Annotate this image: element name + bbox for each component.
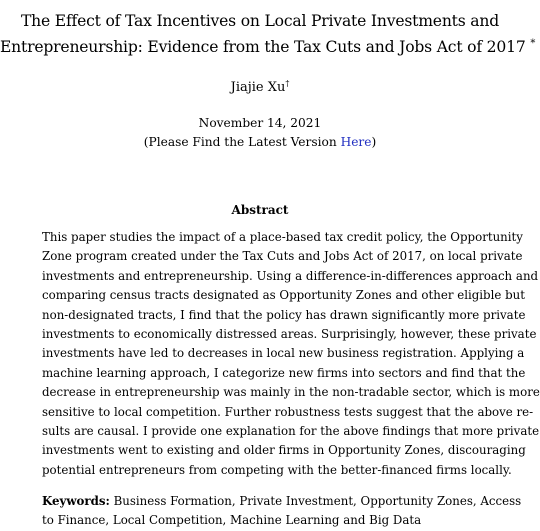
publication-date: November 14, 2021: [198, 116, 322, 130]
paper-title: [0, 8, 536, 60]
abstract-line: sults are causal. I provide one explanation for the above findings that more private: [42, 424, 540, 439]
title-line-2-text: Entrepreneurship: Evidence from the Tax Cuts and Jobs Act of 2017: [0, 38, 526, 56]
abstract-line: non-designated tracts, I find that the policy has drawn significantly more private: [42, 307, 526, 322]
abstract-line: investments have led to decreases in local new business registration. Applying a: [42, 346, 525, 361]
abstract-body: [42, 228, 540, 480]
version-suffix: ): [371, 135, 377, 149]
version-prefix: (Please Find the Latest Version: [143, 135, 341, 149]
abstract-heading: Abstract: [231, 203, 289, 217]
latest-version-link[interactable]: Here: [340, 135, 372, 149]
abstract-line: decrease in entrepreneurship was mainly in the non-tradable sector, which is more: [42, 385, 540, 400]
title-line-1: The Effect of Tax Incentives on Local Private Investments and: [20, 12, 500, 30]
latest-version-note: [0, 135, 520, 149]
author-name-text: Jiajie Xu: [230, 80, 286, 95]
abstract-line: machine learning approach, I categorize new firms into sectors and find that the: [42, 365, 526, 380]
abstract-line: investments to economically distressed areas. Surprisingly, however, these private: [42, 327, 537, 342]
author-name: [0, 80, 520, 95]
keywords-text-1: Business Formation, Private Investment, Opportunity Zones, Access: [113, 494, 522, 508]
keywords-line-1: [42, 492, 522, 511]
keywords: [42, 492, 522, 531]
abstract-line: investments went to existing and older firms in Opportunity Zones, discouraging: [42, 443, 526, 458]
abstract-line: investments and entrepreneurship. Using a difference-in-differences approach and: [42, 268, 539, 283]
keywords-line-2: to Finance, Local Competition, Machine Learning and Big Data: [42, 513, 422, 528]
abstract-line: sensitive to local competition. Further robustness tests suggest that the above re-: [42, 404, 534, 419]
abstract-line: Zone program created under the Tax Cuts and Jobs Act of 2017, on local private: [42, 249, 523, 264]
abstract-line: potential entrepreneurs from competing with the better-financed firms locally.: [42, 462, 512, 477]
keywords-label: Keywords:: [42, 494, 110, 508]
abstract-line: This paper studies the impact of a place-based tax credit policy, the Opportunity: [42, 230, 523, 244]
abstract-line: comparing census tracts designated as Opportunity Zones and other eligible but: [42, 288, 526, 303]
title-line-2: [0, 34, 536, 60]
title-footnote-mark: *: [530, 38, 536, 49]
author-footnote-mark: †: [285, 79, 290, 88]
